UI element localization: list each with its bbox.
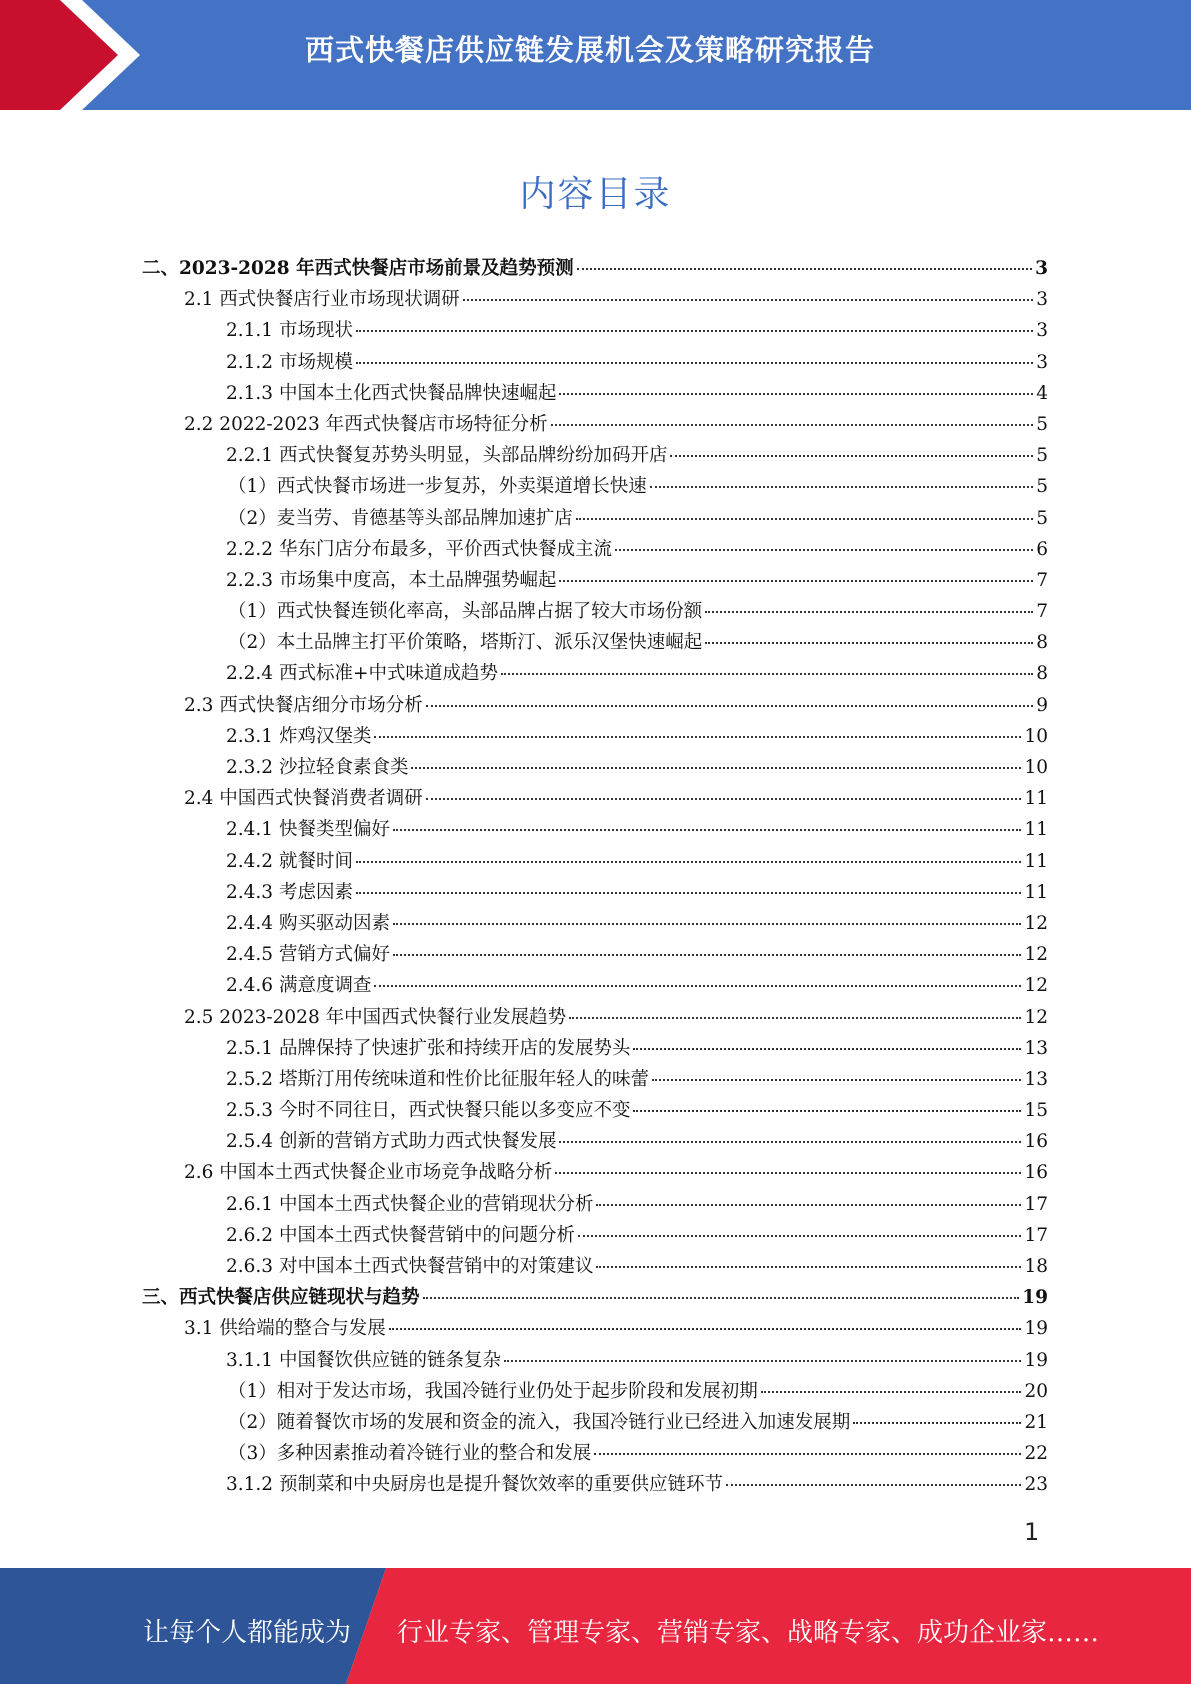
toc-entry-page: 18 xyxy=(1024,1256,1048,1277)
toc-entry-page: 16 xyxy=(1024,1131,1048,1153)
toc-entry[interactable] xyxy=(142,254,1048,285)
toc-entry-title: 2.4.6 满意度调查 xyxy=(226,975,372,997)
dot-leader xyxy=(393,923,1021,925)
toc-entry-title: （1）西式快餐连锁化率高，头部品牌占据了较大市场份额 xyxy=(228,601,703,623)
dot-leader xyxy=(393,954,1021,956)
dot-leader xyxy=(853,1422,1021,1424)
dot-leader xyxy=(559,393,1033,395)
toc-entry-title: （2）本土品牌主打平价策略，塔斯汀、派乐汉堡快速崛起 xyxy=(228,632,703,654)
arrow-chevron-icon xyxy=(0,0,150,110)
dot-leader xyxy=(596,1204,1021,1206)
toc-entry-title: 2.2.3 市场集中度高，本土品牌强势崛起 xyxy=(226,569,557,591)
toc-entry[interactable] xyxy=(142,940,1048,971)
toc-entry-title: 2.4.5 营销方式偏好 xyxy=(226,944,390,966)
toc-entry[interactable] xyxy=(142,659,1048,690)
toc-entry-title: 2.4.2 就餐时间 xyxy=(226,850,353,872)
toc-entry-title: 2.6.3 对中国本土西式快餐营销中的对策建议 xyxy=(226,1256,594,1277)
toc-entry-title: 2.1.2 市场规模 xyxy=(226,351,353,373)
dot-leader xyxy=(555,1172,1021,1174)
dot-leader xyxy=(356,892,1022,894)
toc-entry[interactable] xyxy=(142,1034,1048,1065)
toc-entry-title: 2.4.4 购买驱动因素 xyxy=(226,912,390,934)
toc-entry-title: （1）相对于发达市场，我国冷链行业仍处于起步阶段和发展初期 xyxy=(228,1380,758,1402)
toc-entry[interactable] xyxy=(142,1314,1048,1345)
dot-leader xyxy=(356,330,1033,332)
toc-entry-title: 2.6 中国本土西式快餐企业市场竞争战略分析 xyxy=(184,1162,553,1184)
footer-banner xyxy=(0,1568,1191,1684)
toc-entry-title: 2.4.1 快餐类型偏好 xyxy=(226,819,390,841)
dot-leader xyxy=(578,1235,1021,1237)
toc-entry-page: 23 xyxy=(1024,1474,1048,1496)
footer-slogan-right: 行业专家、管理专家、营销专家、战略专家、成功企业家…… xyxy=(397,1618,1100,1648)
toc-entry[interactable] xyxy=(142,410,1048,441)
toc-entry-page: 5 xyxy=(1036,413,1048,435)
toc-entry-page: 11 xyxy=(1024,881,1048,903)
toc-entry-page: 12 xyxy=(1024,944,1048,966)
toc-entry-page: 19 xyxy=(1022,1287,1048,1309)
toc-entry-page: 7 xyxy=(1036,601,1048,623)
dot-leader xyxy=(559,1141,1021,1143)
dot-leader xyxy=(374,736,1021,738)
toc-entry[interactable] xyxy=(142,1127,1048,1158)
toc-entry-title: 2.5.4 创新的营销方式助力西式快餐发展 xyxy=(226,1131,557,1153)
toc-entry-page: 5 xyxy=(1036,476,1048,498)
toc-entry[interactable] xyxy=(142,628,1048,659)
toc-entry[interactable] xyxy=(142,878,1048,909)
toc-entry-page: 16 xyxy=(1024,1162,1048,1184)
dot-leader xyxy=(670,455,1033,457)
toc-entry-title: 2.4.3 考虑因素 xyxy=(226,881,353,903)
toc-entry-title: 2.5.2 塔斯汀用传统味道和性价比征服年轻人的味蕾 xyxy=(226,1068,649,1090)
toc-entry-page: 12 xyxy=(1024,975,1048,997)
dot-leader xyxy=(411,767,1021,769)
toc-entry-title: 3.1.2 预制菜和中央厨房也是提升餐饮效率的重要供应链环节 xyxy=(226,1474,723,1496)
toc-entry[interactable] xyxy=(142,909,1048,940)
toc-entry-title: 2.3.2 沙拉轻食素食类 xyxy=(226,757,409,778)
dot-leader xyxy=(650,486,1033,488)
toc-entry-page: 5 xyxy=(1036,445,1048,467)
toc-entry[interactable] xyxy=(142,815,1048,846)
dot-leader xyxy=(551,424,1034,426)
footer-slogan-left: 让每个人都能成为 xyxy=(143,1618,352,1648)
dot-leader xyxy=(559,580,1033,582)
toc-entry[interactable] xyxy=(142,316,1048,347)
toc-entry-title: 2.6.1 中国本土西式快餐企业的营销现状分析 xyxy=(226,1193,594,1215)
toc-entry[interactable] xyxy=(142,753,1048,784)
toc-entry-title: 2.3 西式快餐店细分市场分析 xyxy=(184,694,423,716)
dot-leader xyxy=(705,611,1033,613)
toc-entry-title: 三、西式快餐店供应链现状与趋势 xyxy=(142,1287,420,1309)
toc-entry-page: 7 xyxy=(1036,569,1048,591)
dot-leader xyxy=(633,1110,1021,1112)
toc-entry-page: 13 xyxy=(1024,1037,1048,1059)
toc-entry-page: 12 xyxy=(1024,1006,1048,1028)
toc-entry-title: 2.2 2022-2023 年西式快餐店市场特征分析 xyxy=(184,413,548,435)
dot-leader xyxy=(569,1017,1021,1019)
toc-entry-title: 2.2.2 华东门店分布最多，平价西式快餐成主流 xyxy=(226,538,612,560)
toc-entry[interactable] xyxy=(142,379,1048,410)
toc-entry[interactable] xyxy=(142,691,1048,722)
toc-entry-page: 10 xyxy=(1024,757,1048,778)
toc-entry-title: 2.5.1 品牌保持了快速扩张和持续开店的发展势头 xyxy=(226,1037,631,1059)
toc-entry[interactable] xyxy=(142,1190,1048,1221)
toc-entry-page: 19 xyxy=(1024,1318,1048,1340)
dot-leader xyxy=(577,268,1033,270)
toc-entry-page: 13 xyxy=(1024,1068,1048,1090)
toc-entry-title: 3.1 供给端的整合与发展 xyxy=(184,1318,386,1340)
dot-leader xyxy=(596,1266,1021,1268)
toc-entry[interactable] xyxy=(142,348,1048,379)
toc-entry-page: 6 xyxy=(1036,538,1048,560)
dot-leader xyxy=(356,861,1022,863)
dot-leader xyxy=(374,985,1021,987)
toc-entry[interactable] xyxy=(142,472,1048,503)
toc-heading: 内容目录 xyxy=(519,174,672,215)
toc-entry[interactable] xyxy=(142,722,1048,753)
toc-entry-page: 11 xyxy=(1024,788,1048,810)
dot-leader xyxy=(423,1297,1020,1299)
dot-leader xyxy=(463,299,1033,301)
toc-entry-title: （2）麦当劳、肯德基等头部品牌加速扩店 xyxy=(228,507,573,529)
toc-entry[interactable] xyxy=(142,285,1048,316)
dot-leader xyxy=(726,1484,1021,1486)
report-title: 西式快餐店供应链发展机会及策略研究报告 xyxy=(305,33,876,67)
toc-entry[interactable] xyxy=(142,1158,1048,1189)
toc-entry-title: 2.1.3 中国本土化西式快餐品牌快速崛起 xyxy=(226,382,557,404)
toc-entry-title: （2）随着餐饮市场的发展和资金的流入，我国冷链行业已经进入加速发展期 xyxy=(228,1411,851,1433)
toc-entry-page: 10 xyxy=(1024,725,1048,747)
toc-entry[interactable] xyxy=(142,1470,1048,1501)
toc-entry-page: 11 xyxy=(1024,850,1048,872)
dot-leader xyxy=(576,518,1033,520)
toc-entry-page: 3 xyxy=(1036,351,1048,373)
toc-entry[interactable] xyxy=(142,1377,1048,1408)
toc-entry-page: 4 xyxy=(1036,382,1048,404)
toc-entry-title: 2.2.1 西式快餐复苏势头明显，头部品牌纷纷加码开店 xyxy=(226,445,668,467)
toc-entry[interactable] xyxy=(142,1252,1048,1283)
toc-entry[interactable] xyxy=(142,1096,1048,1127)
toc-entry-page: 5 xyxy=(1036,507,1048,529)
toc-entry-page: 21 xyxy=(1024,1411,1048,1433)
toc-entry[interactable] xyxy=(142,784,1048,815)
toc-entry[interactable] xyxy=(142,1408,1048,1439)
toc-entry-title: 2.6.2 中国本土西式快餐营销中的问题分析 xyxy=(226,1224,575,1246)
dot-leader xyxy=(652,1079,1021,1081)
toc-entry-page: 3 xyxy=(1035,258,1048,279)
toc-entry[interactable] xyxy=(142,535,1048,566)
toc-entry-page: 8 xyxy=(1036,632,1048,654)
toc-entry[interactable] xyxy=(142,1439,1048,1470)
toc-entry-title: 2.5 2023-2028 年中国西式快餐行业发展趋势 xyxy=(184,1006,567,1028)
toc-entry[interactable] xyxy=(142,1283,1048,1314)
dot-leader xyxy=(426,705,1033,707)
dot-leader xyxy=(501,673,1033,675)
toc-entry-page: 3 xyxy=(1036,320,1048,342)
toc-entry-title: 二、2023-2028 年西式快餐店市场前景及趋势预测 xyxy=(142,258,574,279)
dot-leader xyxy=(594,1453,1021,1455)
toc-entry-page: 9 xyxy=(1036,694,1048,716)
toc-entry[interactable] xyxy=(142,1346,1048,1377)
dot-leader xyxy=(393,829,1021,831)
toc-entry-title: （3）多种因素推动着冷链行业的整合和发展 xyxy=(228,1443,592,1465)
dot-leader xyxy=(705,642,1033,644)
toc-entry-page: 17 xyxy=(1024,1193,1048,1215)
toc-entry[interactable] xyxy=(142,1003,1048,1034)
toc-entry[interactable] xyxy=(142,566,1048,597)
toc-entry[interactable] xyxy=(142,1221,1048,1252)
dot-leader xyxy=(389,1328,1022,1330)
toc-entry-title: 2.4 中国西式快餐消费者调研 xyxy=(184,788,423,810)
dot-leader xyxy=(356,362,1033,364)
page-number: 1 xyxy=(1024,1518,1040,1546)
toc-entry-title: 2.1 西式快餐店行业市场现状调研 xyxy=(184,289,460,311)
toc-entry-title: 3.1.1 中国餐饮供应链的链条复杂 xyxy=(226,1349,501,1371)
toc-entry-title: 2.5.3 今时不同往日，西式快餐只能以多变应不变 xyxy=(226,1100,631,1122)
toc-entry-page: 17 xyxy=(1024,1224,1048,1246)
toc-entry[interactable] xyxy=(142,971,1048,1002)
dot-leader xyxy=(761,1391,1022,1393)
toc-entry[interactable] xyxy=(142,441,1048,472)
toc-entry-title: 2.1.1 市场现状 xyxy=(226,320,353,342)
toc-entry-title: （1）西式快餐市场进一步复苏，外卖渠道增长快速 xyxy=(228,476,647,498)
toc-entry-title: 2.2.4 西式标准+中式味道成趋势 xyxy=(226,663,498,685)
toc-entry-page: 11 xyxy=(1024,819,1048,841)
toc-entry[interactable] xyxy=(142,597,1048,628)
dot-leader xyxy=(426,798,1022,800)
toc-entry[interactable] xyxy=(142,504,1048,535)
toc-entry-page: 20 xyxy=(1024,1380,1048,1402)
toc-entry[interactable] xyxy=(142,847,1048,878)
toc-entry-page: 19 xyxy=(1024,1349,1048,1371)
toc-entry-page: 3 xyxy=(1036,289,1048,311)
dot-leader xyxy=(615,549,1033,551)
toc-entry-page: 15 xyxy=(1024,1100,1048,1122)
toc-entry[interactable] xyxy=(142,1065,1048,1096)
dot-leader xyxy=(504,1360,1021,1362)
dot-leader xyxy=(633,1048,1021,1050)
toc-entry-page: 22 xyxy=(1024,1443,1048,1465)
toc-entry-page: 12 xyxy=(1024,912,1048,934)
header-banner xyxy=(0,0,1191,110)
table-of-contents xyxy=(142,254,1048,1502)
toc-entry-title: 2.3.1 炸鸡汉堡类 xyxy=(226,725,372,747)
toc-entry-page: 8 xyxy=(1036,663,1048,685)
